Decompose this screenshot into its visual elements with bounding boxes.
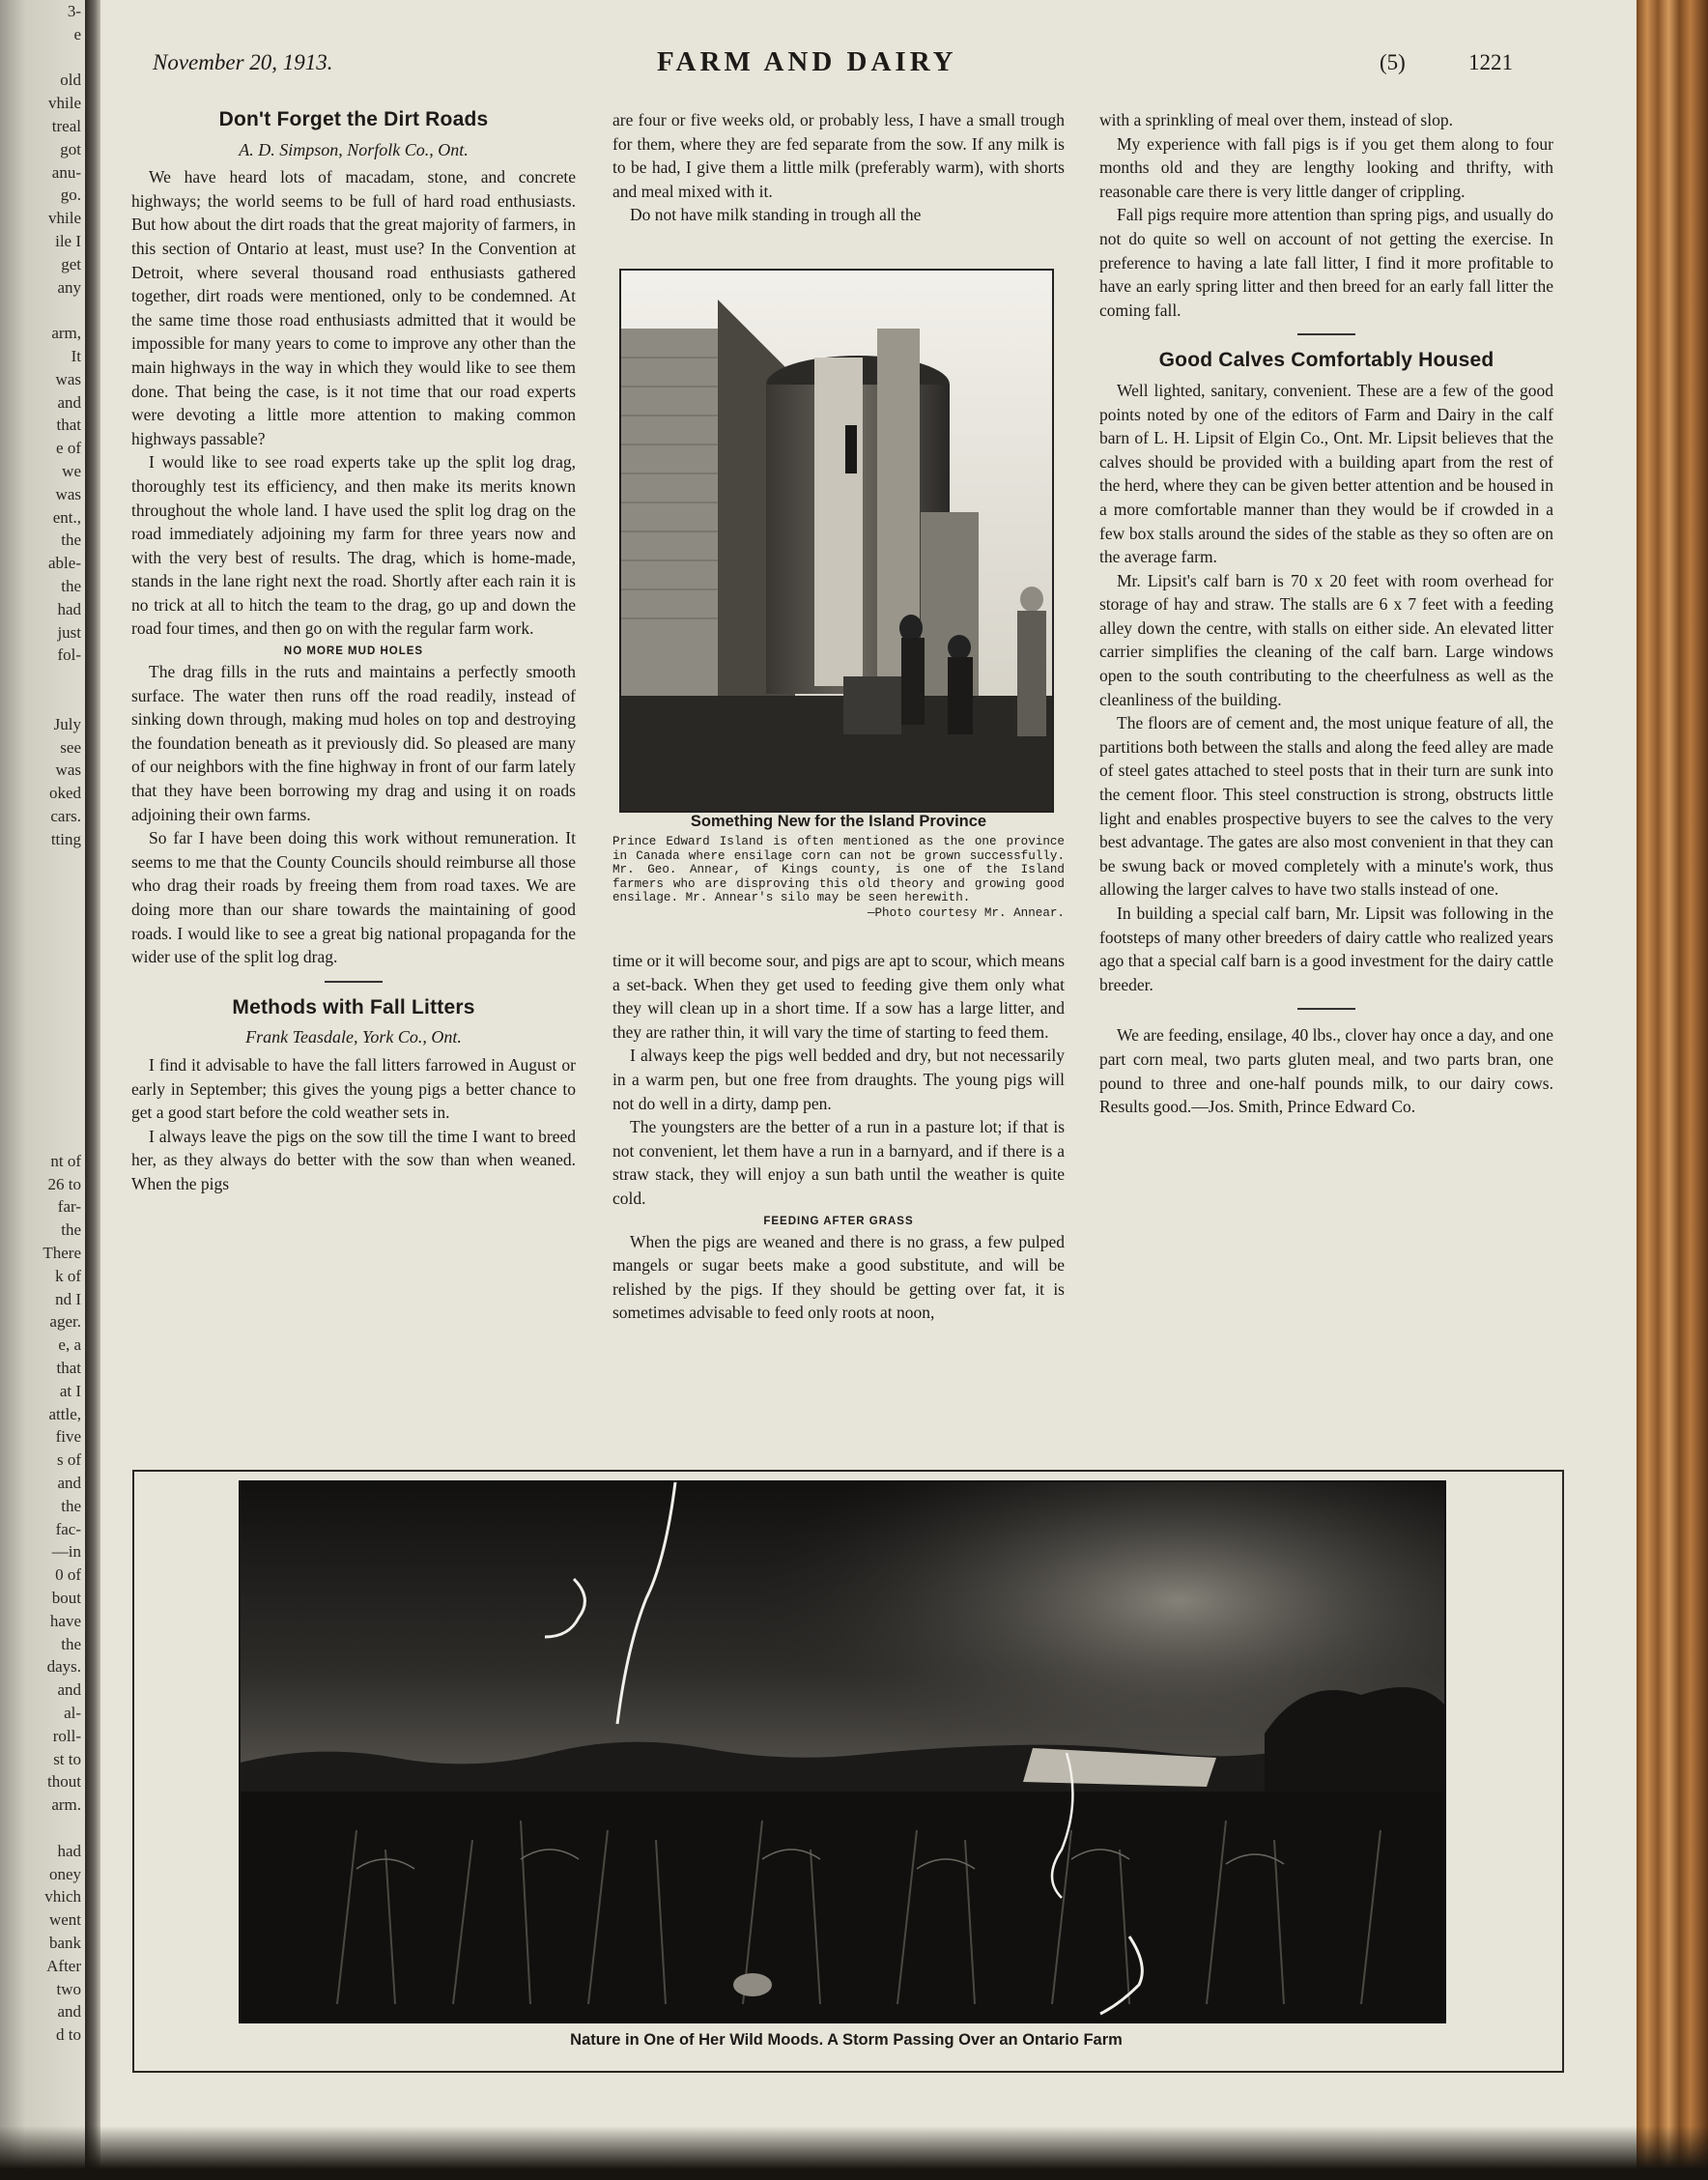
section-divider (1297, 333, 1355, 335)
facing-page-fragment: and (57, 392, 81, 412)
facing-page-fragment: the (61, 1496, 81, 1515)
column-3 (1099, 108, 1553, 1119)
paragraph: I find it advisable to have the fall litters farrowed in August or early in September; this gives the young pigs a better chance to get a good start before the cold weather sets in. (131, 1054, 576, 1123)
photo-credit: —Photo courtesy Mr. Annear. (867, 905, 1065, 920)
facing-page-fragment: was (55, 484, 81, 503)
facing-page-fragment: There (43, 1244, 81, 1263)
silo-photo-illustration (621, 271, 1052, 811)
paragraph: Well lighted, sanitary, convenient. These are a few of the good points noted by one of the editors of Farm and Dairy in the calf barn of L. H. Lipsit of Elgin Co., Ont. Mr. Lipsit believes that the calves should be provided with a building apart from the rest of the herd, where they can be given better attention and be housed in a more comfortable manner than they would be if crowded in a few box stalls around the sides of the stable as they so often are on the average farm. (1099, 380, 1553, 567)
facing-page-fragment: st to (53, 1749, 81, 1768)
facing-page-fragment: 3- (67, 2, 81, 20)
facing-page-fragment: oked (48, 784, 81, 803)
facing-page-fragment (4, 667, 81, 690)
section-divider (1297, 1008, 1355, 1010)
facing-page-fragment (4, 989, 81, 1012)
facing-page-fragment: cars. (50, 806, 81, 825)
facing-page-fragment (4, 690, 81, 713)
facing-page-fragment: d to (56, 2025, 81, 2045)
facing-page-fragment (4, 874, 81, 897)
facing-page-fragment: s of (56, 1450, 81, 1470)
facing-page-fragment: far- (57, 1197, 81, 1217)
column-2-top (612, 108, 1065, 227)
photo-caption-title: Something New for the Island Province (690, 813, 987, 830)
facing-page-fragment: days. (46, 1657, 81, 1677)
facing-page-fragment: five (55, 1427, 81, 1447)
facing-page-fragment: we (62, 461, 81, 480)
facing-page-fragment (4, 965, 81, 989)
facing-page-fragment: e of (56, 439, 81, 458)
facing-page-fragment: able- (48, 554, 81, 573)
paragraph: When the pigs are weaned and there is no grass, a few pulped mangels or sugar beets make a good substitute, and will be relished by the pigs. If they should be getting over fat, it is sometimes advisable to feed only roots at noon, (612, 1231, 1065, 1323)
paragraph: In building a special calf barn, Mr. Lipsit was following in the footsteps of many other breeders of dairy cattle who realized years ago that a special calf barn is a good investment for the dairy cattle breeder. (1099, 904, 1553, 994)
paragraph: I always keep the pigs well bedded and dry, but not necessarily in a warm pen, but one free from draughts. The young pigs will not do well in a dirty, damp pen. (612, 1046, 1065, 1113)
facing-page-fragment (4, 1104, 81, 1127)
facing-page-fragment: see (60, 737, 81, 757)
facing-page-fragment: e, a (58, 1335, 81, 1355)
facing-page-fragment: roll- (52, 1726, 81, 1745)
facing-page-fragment (4, 1080, 81, 1104)
column-1 (131, 108, 576, 1196)
facing-page-fragment: that (56, 416, 81, 435)
facing-page-fragment: vhile (48, 94, 81, 113)
facing-page-fragment: ager. (49, 1312, 81, 1332)
paragraph: with a sprinkling of meal over them, instead of slop. (1099, 110, 1453, 129)
facing-page-fragment: had (57, 599, 81, 618)
facing-page-fragment: the (61, 1634, 81, 1653)
facing-page-edge (0, 0, 85, 2180)
facing-page-fragment (4, 943, 81, 966)
facing-page-fragment (4, 1817, 81, 1840)
facing-page-fragment: at I (59, 1381, 81, 1400)
storm-photo-illustration (241, 1482, 1444, 2022)
facing-page-fragment: It (71, 346, 81, 365)
storm-photograph (239, 1480, 1446, 2023)
facing-page-fragment: two (56, 1979, 81, 1998)
page-number: 1221 (1468, 50, 1513, 74)
facing-page-fragment: e (73, 24, 81, 43)
facing-page-fragment (4, 897, 81, 920)
facing-page-fragment: After (46, 1956, 81, 1975)
facing-page-fragment: 0 of (55, 1565, 81, 1585)
facing-page-fragment: go. (60, 186, 81, 205)
facing-page-fragment: the (61, 576, 81, 595)
facing-page-fragment: got (60, 139, 81, 158)
facing-page-fragment: just (57, 622, 81, 642)
facing-page-fragment (4, 46, 81, 70)
facing-page-fragment (4, 920, 81, 943)
facing-page-fragment: bout (51, 1588, 81, 1607)
article-byline: A. D. Simpson, Norfolk Co., Ont. (239, 139, 469, 159)
column-2-bottom (612, 949, 1065, 1325)
facing-page-fragment: went (48, 1910, 81, 1930)
subheading: NO MORE MUD HOLES (283, 645, 424, 658)
page-label: (5) (1380, 50, 1406, 74)
article-title-fall-litters: Methods with Fall Litters (232, 995, 475, 1018)
facing-page-fragment: 26 to (47, 1174, 81, 1193)
facing-page-fragment: tting (50, 829, 81, 848)
paragraph: Fall pigs require more attention than spring pigs, and usually do not do quite so well on account of not getting the exercise. In preference to having a late fall litter, I find it more profitable to have an early spring litter and then breed for an early fall litter the coming fall. (1099, 205, 1553, 320)
facing-page-fragment: and (57, 1474, 81, 1492)
silo-photograph (619, 269, 1054, 813)
facing-page-fragment: was (55, 760, 81, 780)
facing-page-fragment (4, 299, 81, 322)
facing-page-fragment: nd I (55, 1289, 81, 1308)
scan-bottom-shadow (0, 2126, 1708, 2180)
facing-page-fragment: vhich (44, 1887, 81, 1907)
subheading: FEEDING AFTER GRASS (763, 1215, 914, 1227)
photo-caption-body: Prince Edward Island is often mentioned as the one province in Canada where ensilage corn can not be grown successfully. Mr. Geo. Annear, of Kings county, is one of the Island farmers who are disproving this old theory and growing good ensilage. Mr. Annear's silo may be seen herewith. (612, 835, 1065, 904)
facing-page-fragment: that (56, 1359, 81, 1378)
facing-page-fragment: thout (47, 1772, 81, 1792)
facing-page-fragment: fac- (55, 1519, 81, 1538)
facing-page-fragment: al- (64, 1703, 81, 1722)
facing-page-fragment: had (57, 1841, 81, 1860)
paragraph: The floors are of cement and, the most unique feature of all, the partitions both between the stalls and along the feed alley are made of steel gates attached to steel posts that in their turn are sunk into the cement floor. This steel construction is strong, obstructs little light and enables prospective buyers to see the calves to the very best advantage. The gates are also most convenient in that they can be swung back or moved completely with a minute's work, thus allowing the larger calves to have two stalls instead of one. (1099, 713, 1553, 900)
facing-page-fragment: vhile (48, 209, 81, 228)
facing-page-fragment: nt of (50, 1151, 81, 1170)
facing-page-fragment: anu- (51, 162, 81, 182)
facing-page-fragment: —in (51, 1542, 81, 1562)
facing-page-fragment (4, 850, 81, 874)
storm-photo-caption: Nature in One of Her Wild Moods. A Storm Passing Over an Ontario Farm (570, 2031, 1123, 2049)
facing-page-fragment: oney (48, 1864, 81, 1883)
facing-page-fragment: bank (48, 1933, 81, 1952)
paragraph: I would like to see road experts take up the split log drag, thoroughly test its efficiency, and then make its merits known throughout the whole land. I have used the split log drag on the road immediately adjoining my farm for three years now and with the very best of results. The drag, which is home-made, stands in the lane right next the road. Shortly after each rain it is no trick at all to hitch the team to the drag, go up and down the road four times, and then go on with the regular farm work. (131, 452, 576, 639)
facing-page-fragment: was (55, 369, 81, 388)
paragraph: I always leave the pigs on the sow till the time I want to breed her, as they always do better with the sow than when weaned. When the pigs (131, 1126, 576, 1193)
facing-page-fragment: and (57, 2002, 81, 2022)
facing-page-fragment: attle, (48, 1404, 81, 1423)
facing-page-fragment: arm, (51, 324, 81, 343)
facing-page-fragment (4, 1058, 81, 1081)
paragraph: The drag fills in the ruts and maintains a perfectly smooth surface. The water then runs off the road readily, instead of sinking down through, making mud holes on top and destroying the foundation beneath as it previously did. So pleased are many of our neighbors with the fine highway in front of our farm lately that they have been borrowing my drag and using it on roads adjoining their own farms. (131, 662, 576, 824)
paragraph: time or it will become sour, and pigs are apt to scour, which means a set-back. When they get used to feeding give them only what they will clean up in a short time. If a sow has a large litter, and they are rather thin, it will vary the time of starting to feed them. (612, 951, 1065, 1042)
article-byline: Frank Teasdale, York Co., Ont. (245, 1027, 462, 1047)
facing-page-fragment: the (61, 1220, 81, 1240)
book-spine (1637, 0, 1708, 2180)
paragraph: are four or five weeks old, or probably less, I have a small trough for them, where they are fed separate from the sow. If any milk is to be had, I give them a little milk (preferably warm), with shorts and meal mixed with it. (612, 110, 1065, 201)
facing-page-fragment: and (57, 1680, 81, 1700)
paragraph: We have heard lots of macadam, stone, and concrete highways; the world seems to be full of hard road enthusiasts. But how about the dirt roads that the great majority of farmers, in this section of Ontario at least, must use? In the Convention at Detroit, where several thousand road enthusiasts gathered together, dirt roads were mentioned, only to be condemned. At the same time those road enthusiasts admitted that it would be impossible for many years to come to improve any other than the main highways in the way in which they would like to see them done. That being the case, is it not time that our road experts were devoting a little more attention to making common highways passable? (131, 167, 576, 448)
issue-date: November 20, 1913. (153, 50, 333, 74)
silo-photo-caption (612, 814, 1065, 921)
article-title-calves: Good Calves Comfortably Housed (1158, 349, 1494, 372)
facing-page-fragment: July (53, 714, 81, 733)
facing-page-fragment: k of (55, 1266, 81, 1285)
facing-page-fragment (4, 1035, 81, 1058)
publication-title: FARM AND DAIRY (657, 46, 957, 77)
facing-page-fragment: treal (51, 116, 81, 135)
facing-page-fragment: any (57, 277, 81, 297)
facing-page-fragment: fol- (57, 645, 81, 665)
facing-page-fragment (4, 1127, 81, 1150)
article-title-dirt-roads: Don't Forget the Dirt Roads (218, 108, 489, 130)
facing-page-fragment: the (61, 531, 81, 550)
section-divider (325, 981, 383, 983)
facing-page-fragment: old (60, 71, 81, 90)
paragraph: Mr. Lipsit's calf barn is 70 x 20 feet with room overhead for storage of hay and straw. The stalls are 6 x 7 feet with a feeding alley down the centre, with stalls on either side. An elevated litter carrier simplifies the cleaning of the calf barn. Large windows open to the south contributing to the cheerfulness as well as the cleanliness of the building. (1099, 570, 1553, 709)
feeding-note: We are feeding, ensilage, 40 lbs., clover hay once a day, and one part corn meal, two parts gluten meal, and two parts bran, one pound to three and one-half pounds milk, to our dairy cows. Results good.—Jos. Smith, Prince Edward Co. (1099, 1025, 1553, 1117)
facing-page-text-fragments (4, 0, 81, 2047)
paragraph: My experience with fall pigs is if you get them along to four months old and they are lengthy looking and thrifty, with reasonable care there is very little danger of crippling. (1099, 133, 1553, 201)
paragraph: Do not have milk standing in trough all the (630, 205, 922, 225)
book-gutter (85, 0, 100, 2180)
facing-page-fragment: ent., (52, 507, 81, 527)
facing-page-fragment: ile I (55, 231, 81, 250)
paragraph: The youngsters are the better of a run in a pasture lot; if that is not convenient, let them have a run in a barnyard, and if there is a straw stack, they will enjoy a sun bath until the weather is quite cold. (612, 1117, 1065, 1208)
facing-page-fragment: get (61, 254, 81, 273)
facing-page-fragment: arm. (51, 1795, 81, 1815)
paragraph: So far I have been doing this work without remuneration. It seems to me that the County Councils should reimburse all those who drag their roads by freeing them from road taxes. We are doing more than our share towards the maintaining of good roads. I would like to see a great big national propaganda for the wider use of the split log drag. (131, 828, 576, 967)
facing-page-fragment: have (49, 1611, 81, 1630)
facing-page-fragment (4, 1012, 81, 1035)
